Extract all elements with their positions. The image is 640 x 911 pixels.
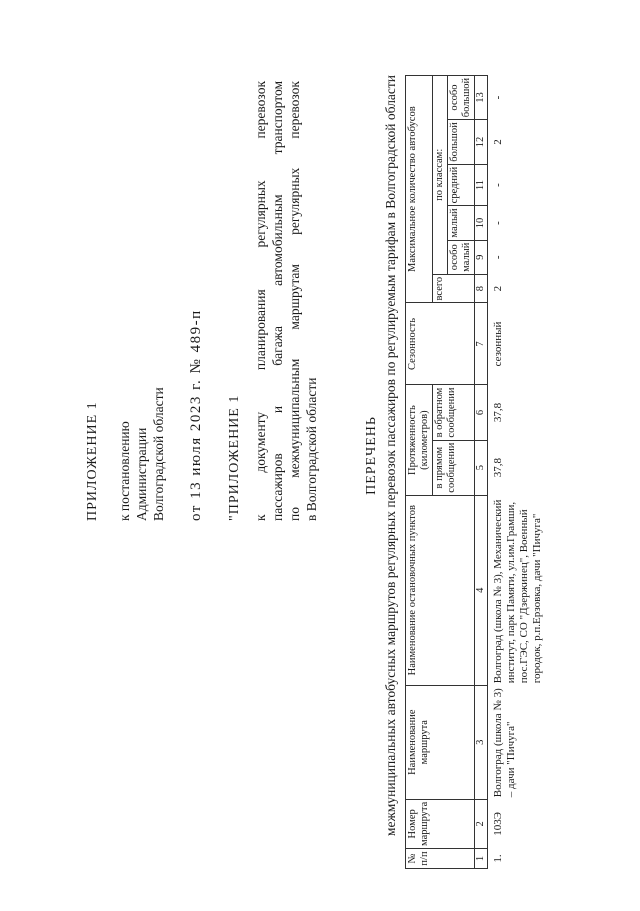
header-total: всего xyxy=(433,274,475,303)
header-small: малый xyxy=(448,206,475,240)
header-extra-large: особо большой xyxy=(448,75,475,119)
header-no: № п/п xyxy=(406,849,475,869)
decree-reference xyxy=(116,387,167,521)
cell-extra-large: - xyxy=(488,75,546,119)
cell-reverse: 37,8 xyxy=(488,385,546,440)
cell-route-name: Волгоград (школа № 3) – дачи "Пичуга" xyxy=(488,685,546,799)
document-reference-line: в Волгоградской области xyxy=(304,377,319,521)
list-subtitle: межмуниципальных автобусных маршрутов регулярных перевозок пассажиров по регулируемым тарифам в Волгоградской области xyxy=(383,74,398,837)
cell-small: - xyxy=(488,206,546,240)
header-large: большой xyxy=(448,120,475,164)
header-stops: Наименование остановочных пунктов xyxy=(406,495,475,685)
header-medium: средний xyxy=(448,164,475,206)
header-route-number: Номер маршрута xyxy=(406,799,475,848)
column-number: 11 xyxy=(475,164,488,206)
header-route-name: Наименование маршрута xyxy=(406,685,475,799)
cell-forward: 37,8 xyxy=(488,440,546,495)
header-reverse: в обратном сообщении xyxy=(433,385,475,440)
cell-total: 2 xyxy=(488,274,546,303)
column-number: 7 xyxy=(475,303,488,385)
column-number: 3 xyxy=(475,685,488,799)
document-reference-line: пассажиров и багажа автомобильным транспортом xyxy=(270,81,285,521)
header-max-buses: Максимальное количество автобусов xyxy=(406,75,433,303)
header-season: Сезонность xyxy=(406,303,475,385)
decree-line: Администрации xyxy=(134,427,149,521)
appendix-title: ПРИЛОЖЕНИЕ 1 xyxy=(85,401,100,521)
column-number: 8 xyxy=(475,274,488,303)
decree-line: Волгоградской области xyxy=(151,387,166,521)
column-number: 9 xyxy=(475,240,488,274)
decree-line: к постановлению xyxy=(117,421,132,521)
appendix-quoted-title: "ПРИЛОЖЕНИЕ 1 xyxy=(227,394,242,521)
list-title: ПЕРЕЧЕНЬ xyxy=(364,416,379,495)
routes-table xyxy=(405,75,545,869)
cell-no: 1. xyxy=(488,849,546,869)
header-forward: в прямом сообщении xyxy=(433,440,475,495)
document-reference xyxy=(252,81,320,521)
column-number: 1 xyxy=(475,849,488,869)
column-number: 6 xyxy=(475,385,488,440)
cell-season: сезонный xyxy=(488,303,546,385)
document-reference-line: по межмуниципальным маршрутам регулярных перевозок xyxy=(287,81,302,521)
table-row xyxy=(488,75,546,868)
cell-medium: - xyxy=(488,164,546,206)
column-number: 5 xyxy=(475,440,488,495)
document-reference-line: к документу планирования регулярных перевозок xyxy=(253,81,268,521)
header-extra-small: особо малый xyxy=(448,240,475,274)
header-length: Протяженность (километров) xyxy=(406,385,433,495)
column-number: 12 xyxy=(475,120,488,164)
header-by-class: по классам: xyxy=(433,75,448,274)
cell-route-number: 103Э xyxy=(488,799,546,848)
cell-extra-small: - xyxy=(488,240,546,274)
column-number: 2 xyxy=(475,799,488,848)
cell-large: 2 xyxy=(488,120,546,164)
cell-stops: Волгоград (школа № 3), Механический институт, парк Памяти, ул.им.Грамши, пос.ГЭС, СО "Дзержинец", Военный городок, р.п.Ерзовка, дачи "Пичуга" xyxy=(488,495,546,685)
column-number: 13 xyxy=(475,75,488,119)
decree-date: от 13 июля 2023 г. № 489-п xyxy=(188,309,204,521)
column-number: 10 xyxy=(475,206,488,240)
column-number: 4 xyxy=(475,495,488,685)
